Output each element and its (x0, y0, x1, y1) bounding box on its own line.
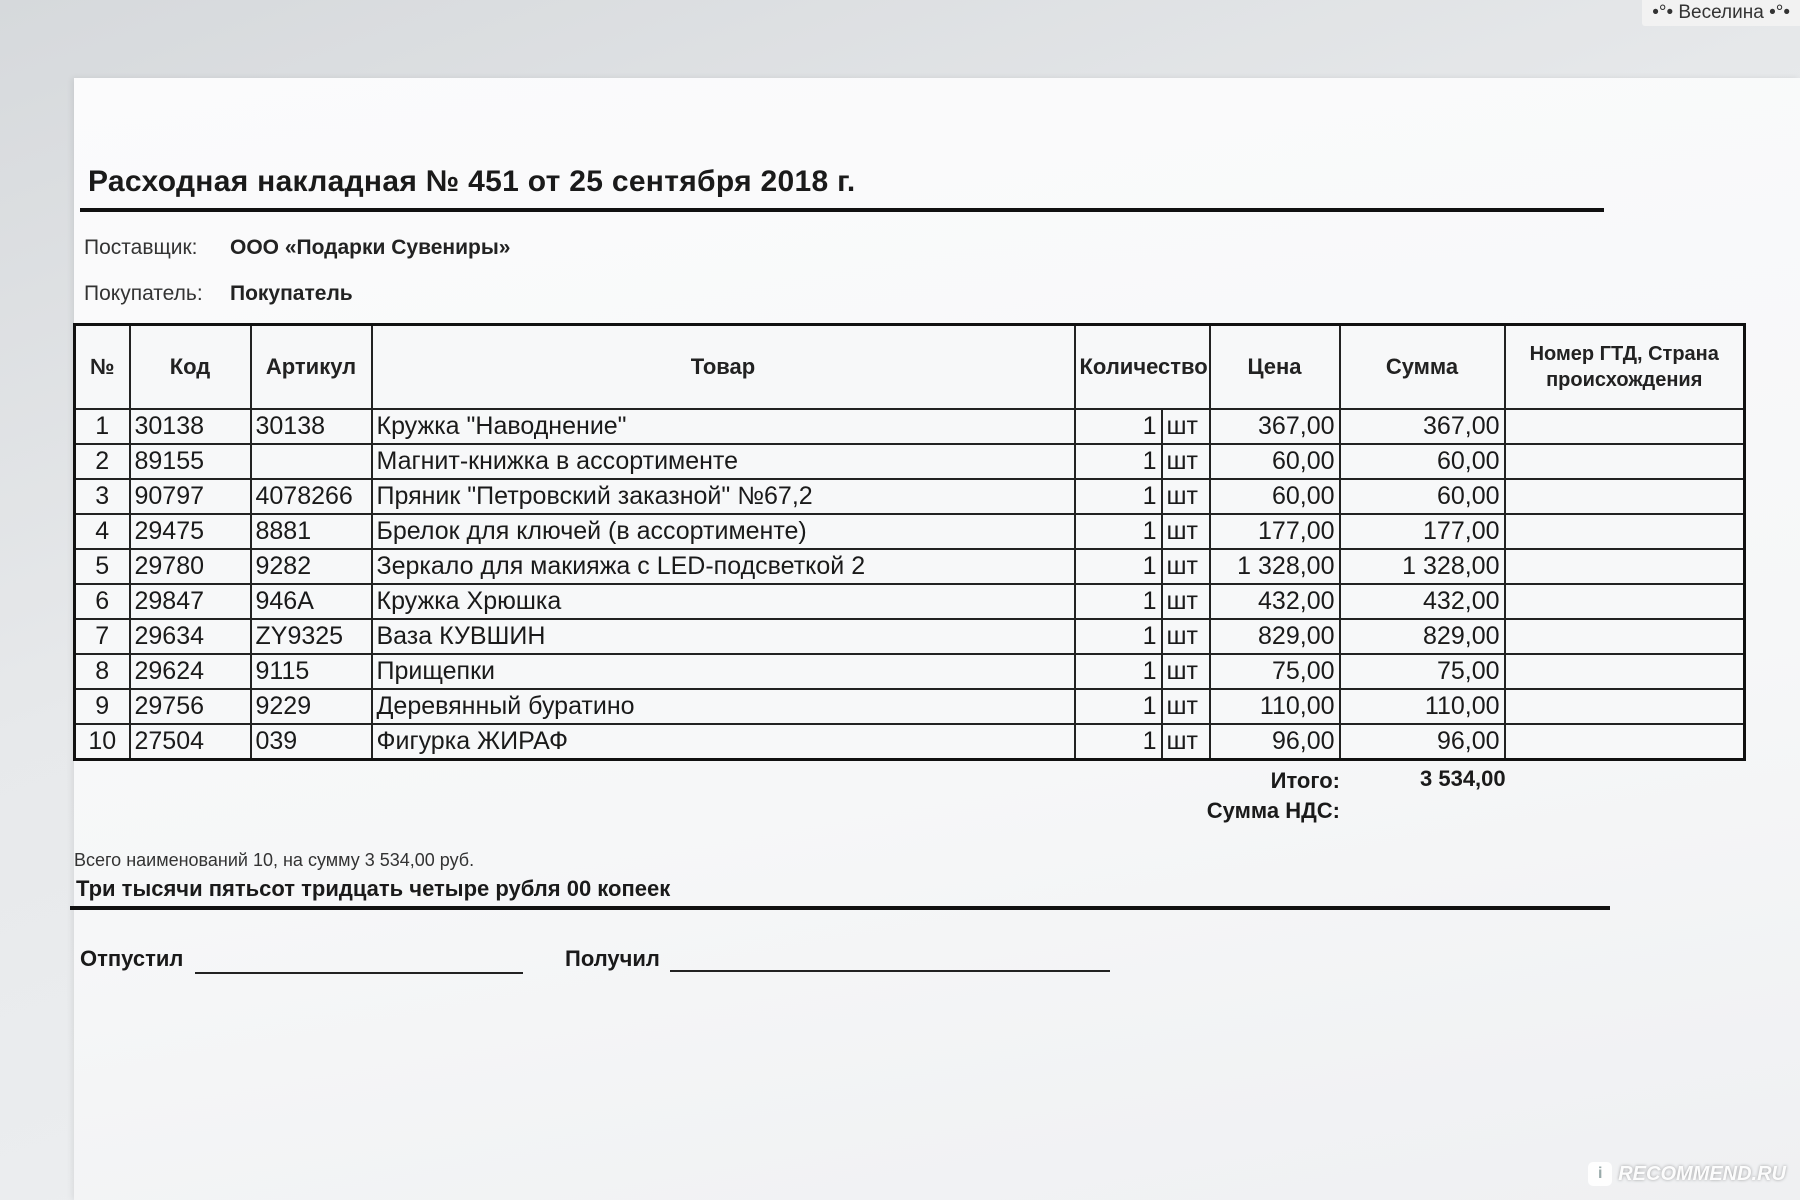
cell-unit: шт (1162, 689, 1210, 724)
cell-gtd (1505, 584, 1745, 619)
col-header-article: Артикул (251, 325, 372, 410)
cell-article (251, 444, 372, 479)
cell-gtd (1505, 549, 1745, 584)
col-header-sum: Сумма (1340, 325, 1505, 410)
table-row (75, 549, 1745, 584)
buyer-value: Покупатель (230, 282, 353, 305)
cell-unit: шт (1162, 724, 1210, 760)
buyer-label: Покупатель: (84, 282, 203, 305)
cell-gtd (1505, 479, 1745, 514)
cell-gtd (1505, 619, 1745, 654)
table-row (75, 584, 1745, 619)
cell-product: Пряник "Петровский заказной" №67,2 (372, 479, 1075, 514)
cell-unit: шт (1162, 619, 1210, 654)
cell-sum: 75,00 (1340, 654, 1505, 689)
table-header-row (75, 325, 1745, 410)
cell-code: 29756 (130, 689, 251, 724)
cell-qty: 1 (1075, 444, 1162, 479)
cell-article: 30138 (251, 409, 372, 444)
cell-qty: 1 (1075, 689, 1162, 724)
cell-article: 9229 (251, 689, 372, 724)
supplier-value: ООО «Подарки Сувениры» (230, 236, 511, 259)
cell-unit: шт (1162, 654, 1210, 689)
cell-num: 5 (75, 549, 130, 584)
table-row (75, 409, 1745, 444)
cell-price: 60,00 (1210, 479, 1340, 514)
invoice-title: Расходная накладная № 451 от 25 сентября 2018 г. (88, 165, 856, 198)
summary-underline (70, 906, 1610, 910)
received-by-signature-line (670, 970, 1110, 972)
table-row (75, 479, 1745, 514)
col-header-price: Цена (1210, 325, 1340, 410)
supplier-label: Поставщик: (84, 236, 198, 259)
cell-num: 10 (75, 724, 130, 760)
cell-product: Брелок для ключей (в ассортименте) (372, 514, 1075, 549)
cell-price: 75,00 (1210, 654, 1340, 689)
col-header-qty: Количество (1075, 325, 1210, 410)
cell-article: 9282 (251, 549, 372, 584)
cell-code: 29475 (130, 514, 251, 549)
cell-sum: 177,00 (1340, 514, 1505, 549)
cell-gtd (1505, 409, 1745, 444)
cell-gtd (1505, 654, 1745, 689)
cell-sum: 367,00 (1340, 409, 1505, 444)
cell-code: 29624 (130, 654, 251, 689)
cell-sum: 110,00 (1340, 689, 1505, 724)
released-by-label: Отпустил (80, 946, 184, 971)
cell-price: 367,00 (1210, 409, 1340, 444)
col-header-num: № (75, 325, 130, 410)
cell-product: Ваза КУВШИН (372, 619, 1075, 654)
cell-qty: 1 (1075, 619, 1162, 654)
cell-num: 8 (75, 654, 130, 689)
released-by-signature-line (195, 972, 523, 974)
col-header-product: Товар (372, 325, 1075, 410)
table-row (75, 514, 1745, 549)
cell-sum: 432,00 (1340, 584, 1505, 619)
cell-num: 9 (75, 689, 130, 724)
cell-article: 946A (251, 584, 372, 619)
recommend-logo-icon: i (1588, 1162, 1612, 1186)
table-row (75, 724, 1745, 760)
cell-article: ZY9325 (251, 619, 372, 654)
cell-qty: 1 (1075, 409, 1162, 444)
cell-article: 4078266 (251, 479, 372, 514)
cell-sum: 829,00 (1340, 619, 1505, 654)
cell-sum: 96,00 (1340, 724, 1505, 760)
cell-gtd (1505, 444, 1745, 479)
cell-code: 30138 (130, 409, 251, 444)
watermark-text: RECOMMEND.RU (1618, 1162, 1786, 1185)
cell-unit: шт (1162, 479, 1210, 514)
table-row (75, 619, 1745, 654)
cell-price: 96,00 (1210, 724, 1340, 760)
cell-article: 039 (251, 724, 372, 760)
cell-gtd (1505, 724, 1745, 760)
table-row (75, 654, 1745, 689)
cell-unit: шт (1162, 444, 1210, 479)
title-underline (80, 208, 1604, 212)
cell-price: 829,00 (1210, 619, 1340, 654)
watermark (1588, 1162, 1786, 1186)
cell-sum: 1 328,00 (1340, 549, 1505, 584)
table-row (75, 689, 1745, 724)
cell-qty: 1 (1075, 584, 1162, 619)
vat-label: Сумма НДС: (1206, 798, 1340, 823)
total-value: 3 534,00 (1420, 766, 1506, 791)
cell-price: 1 328,00 (1210, 549, 1340, 584)
cell-qty: 1 (1075, 479, 1162, 514)
cell-qty: 1 (1075, 549, 1162, 584)
cell-num: 6 (75, 584, 130, 619)
cell-sum: 60,00 (1340, 479, 1505, 514)
cell-code: 89155 (130, 444, 251, 479)
summary-amount-words: Три тысячи пятьсот тридцать четыре рубля 00 копеек (76, 876, 671, 901)
cell-num: 7 (75, 619, 130, 654)
cell-price: 110,00 (1210, 689, 1340, 724)
cell-price: 60,00 (1210, 444, 1340, 479)
cell-product: Прищепки (372, 654, 1075, 689)
cell-num: 3 (75, 479, 130, 514)
received-by-label: Получил (565, 946, 660, 971)
cell-unit: шт (1162, 549, 1210, 584)
table-row (75, 444, 1745, 479)
cell-article: 8881 (251, 514, 372, 549)
cell-article: 9115 (251, 654, 372, 689)
cell-qty: 1 (1075, 654, 1162, 689)
cell-price: 177,00 (1210, 514, 1340, 549)
user-tag: •°• Веселина •°• (1642, 0, 1800, 26)
col-header-code: Код (130, 325, 251, 410)
cell-code: 90797 (130, 479, 251, 514)
cell-product: Деревянный буратино (372, 689, 1075, 724)
cell-product: Зеркало для макияжа с LED-подсветкой 2 (372, 549, 1075, 584)
cell-code: 29634 (130, 619, 251, 654)
cell-product: Фигурка ЖИРАФ (372, 724, 1075, 760)
cell-qty: 1 (1075, 724, 1162, 760)
cell-num: 4 (75, 514, 130, 549)
cell-product: Кружка "Наводнение" (372, 409, 1075, 444)
cell-code: 29847 (130, 584, 251, 619)
cell-sum: 60,00 (1340, 444, 1505, 479)
cell-product: Магнит-книжка в ассортименте (372, 444, 1075, 479)
total-label: Итого: (1270, 768, 1340, 793)
cell-qty: 1 (1075, 514, 1162, 549)
cell-num: 1 (75, 409, 130, 444)
cell-product: Кружка Хрюшка (372, 584, 1075, 619)
cell-code: 27504 (130, 724, 251, 760)
cell-num: 2 (75, 444, 130, 479)
goods-table (73, 323, 1746, 761)
cell-unit: шт (1162, 514, 1210, 549)
cell-unit: шт (1162, 584, 1210, 619)
cell-gtd (1505, 689, 1745, 724)
col-header-gtd: Номер ГТД, Страна происхождения (1505, 325, 1745, 410)
cell-unit: шт (1162, 409, 1210, 444)
cell-code: 29780 (130, 549, 251, 584)
cell-gtd (1505, 514, 1745, 549)
summary-count: Всего наименований 10, на сумму 3 534,00 руб. (74, 850, 475, 870)
cell-price: 432,00 (1210, 584, 1340, 619)
